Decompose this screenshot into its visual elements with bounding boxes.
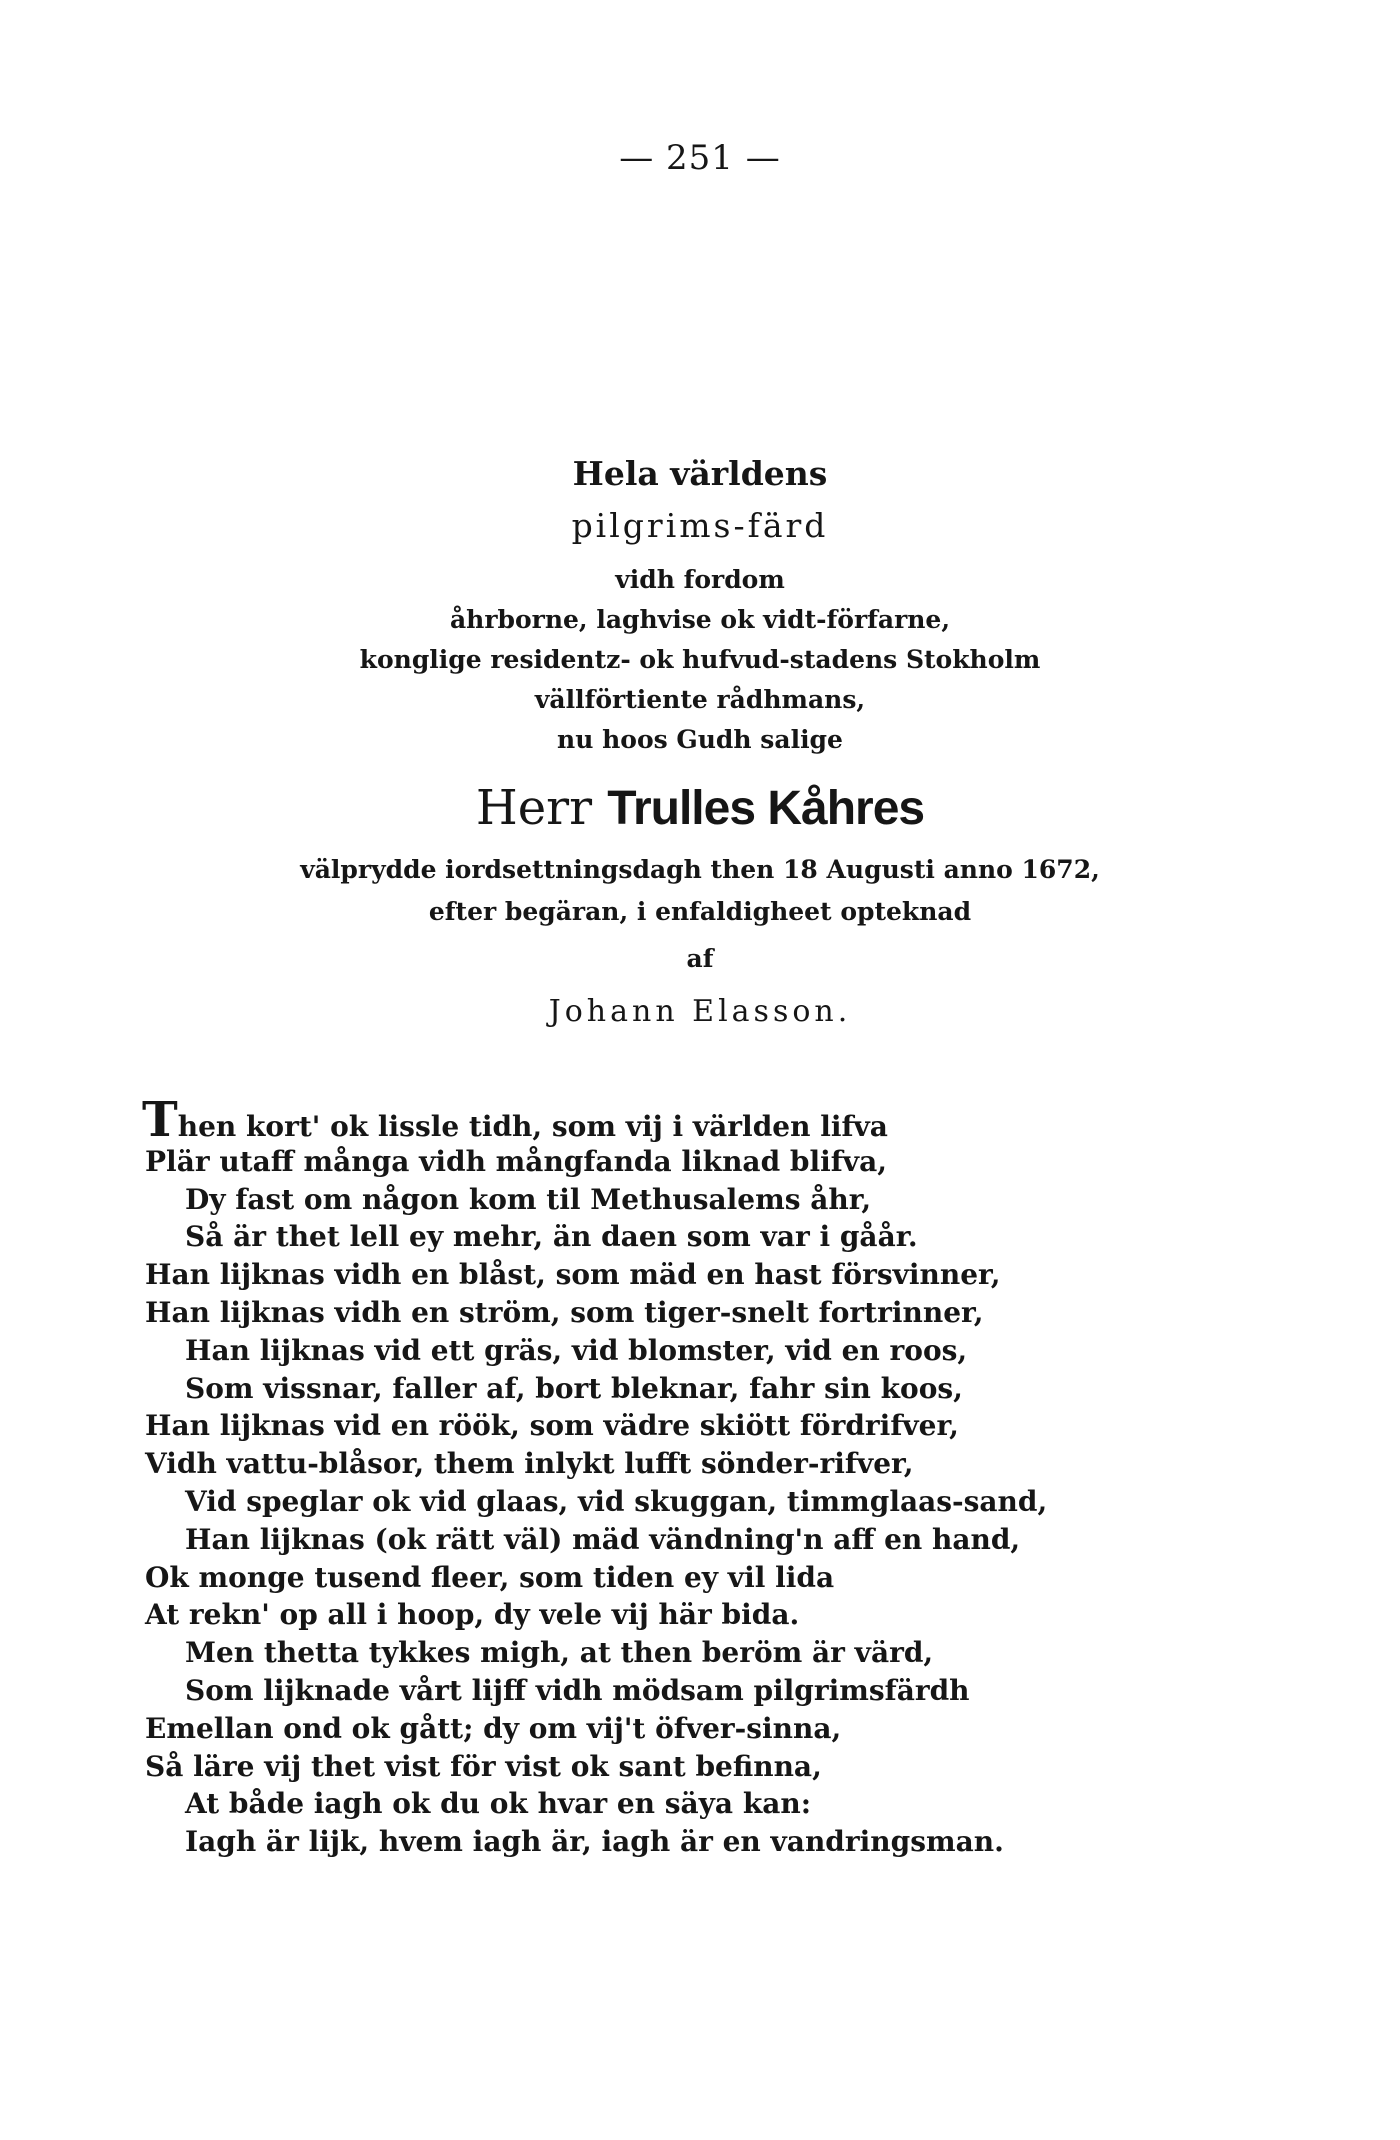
page-number: — 251 — bbox=[619, 138, 781, 178]
poem-line: At både iagh ok du ok hvar en säya kan: bbox=[185, 1787, 812, 1821]
author-prefix: af bbox=[686, 944, 714, 973]
honoree-heading bbox=[0, 778, 1400, 839]
poem-line: Men thetta tykkes migh, at then beröm är värd, bbox=[185, 1636, 934, 1670]
poem-line: Vidh vattu-blåsor, them inlykt lufft sönder-rifver, bbox=[145, 1447, 914, 1481]
poem-line: Han lijknas (ok rätt väl) mäd vändning'n aff en hand, bbox=[185, 1522, 1021, 1556]
detail-line: välprydde iordsettningsdagh then 18 Augusti anno 1672, bbox=[300, 855, 1100, 884]
subtitle-line: konglige residentz- ok hufvud-stadens Stokholm bbox=[359, 645, 1041, 674]
poem-line: Dy fast om någon kom til Methusalems åhr, bbox=[185, 1182, 872, 1216]
honoree-honorific: Herr bbox=[475, 780, 593, 836]
poem-line: Emellan ond ok gått; dy om vij't öfver-sinna, bbox=[145, 1711, 842, 1745]
poem-line: Han lijknas vidh en ström, som tiger-snelt fortrinner, bbox=[145, 1295, 984, 1329]
poem-first-line bbox=[0, 1092, 1400, 1148]
poem-first-line-text: hen kort' ok lissle tidh, som vij i världen lifva bbox=[177, 1110, 888, 1143]
poem-line: Så läre vij thet vist för vist ok sant befinna, bbox=[145, 1749, 822, 1783]
poem bbox=[0, 1092, 1400, 1861]
title-line-2: pilgrims-färd bbox=[571, 506, 829, 545]
drop-cap: T bbox=[142, 1092, 178, 1148]
poem-line: Ok monge tusend fleer, som tiden ey vil lida bbox=[145, 1560, 835, 1594]
poem-line: Vid speglar ok vid glaas, vid skuggan, timmglaas-sand, bbox=[185, 1484, 1048, 1518]
poem-line: Han lijknas vid ett gräs, vid blomster, vid en roos, bbox=[185, 1333, 968, 1367]
poem-line: Som lijknade vårt lijff vidh mödsam pilgrimsfärdh bbox=[185, 1673, 970, 1707]
poem-line: At rekn' op all i hoop, dy vele vij här bida. bbox=[145, 1598, 800, 1632]
title-block bbox=[0, 452, 1400, 1035]
subtitle-line: nu hoos Gudh salige bbox=[557, 725, 843, 754]
poem-line: Iagh är lijk, hvem iagh är, iagh är en vandringsman. bbox=[185, 1825, 1004, 1859]
subtitle-line: vällförtiente rådhmans, bbox=[534, 685, 866, 714]
poem-line: Han lijknas vidh en blåst, som mäd en hast försvinner, bbox=[145, 1258, 1001, 1292]
subtitle-line: vidh fordom bbox=[615, 565, 785, 594]
poem-line: Plär utaff många vidh mångfanda liknad blifva, bbox=[145, 1144, 887, 1178]
subtitle-line: åhrborne, laghvise ok vidt-förfarne, bbox=[449, 605, 951, 634]
poem-line: Han lijknas vid en röök, som vädre skiött fördrifver, bbox=[145, 1409, 959, 1443]
title-line-1: Hela världens bbox=[572, 454, 828, 493]
honoree-name: Trulles Kåhres bbox=[607, 782, 925, 835]
poem-line: Som vissnar, faller af, bort bleknar, fahr sin koos, bbox=[185, 1371, 963, 1405]
poem-line: Så är thet lell ey mehr, än daen som var i gåår. bbox=[185, 1220, 918, 1254]
author-name: Johann Elasson. bbox=[548, 994, 852, 1029]
detail-line: efter begäran, i enfaldigheet opteknad bbox=[428, 897, 972, 926]
